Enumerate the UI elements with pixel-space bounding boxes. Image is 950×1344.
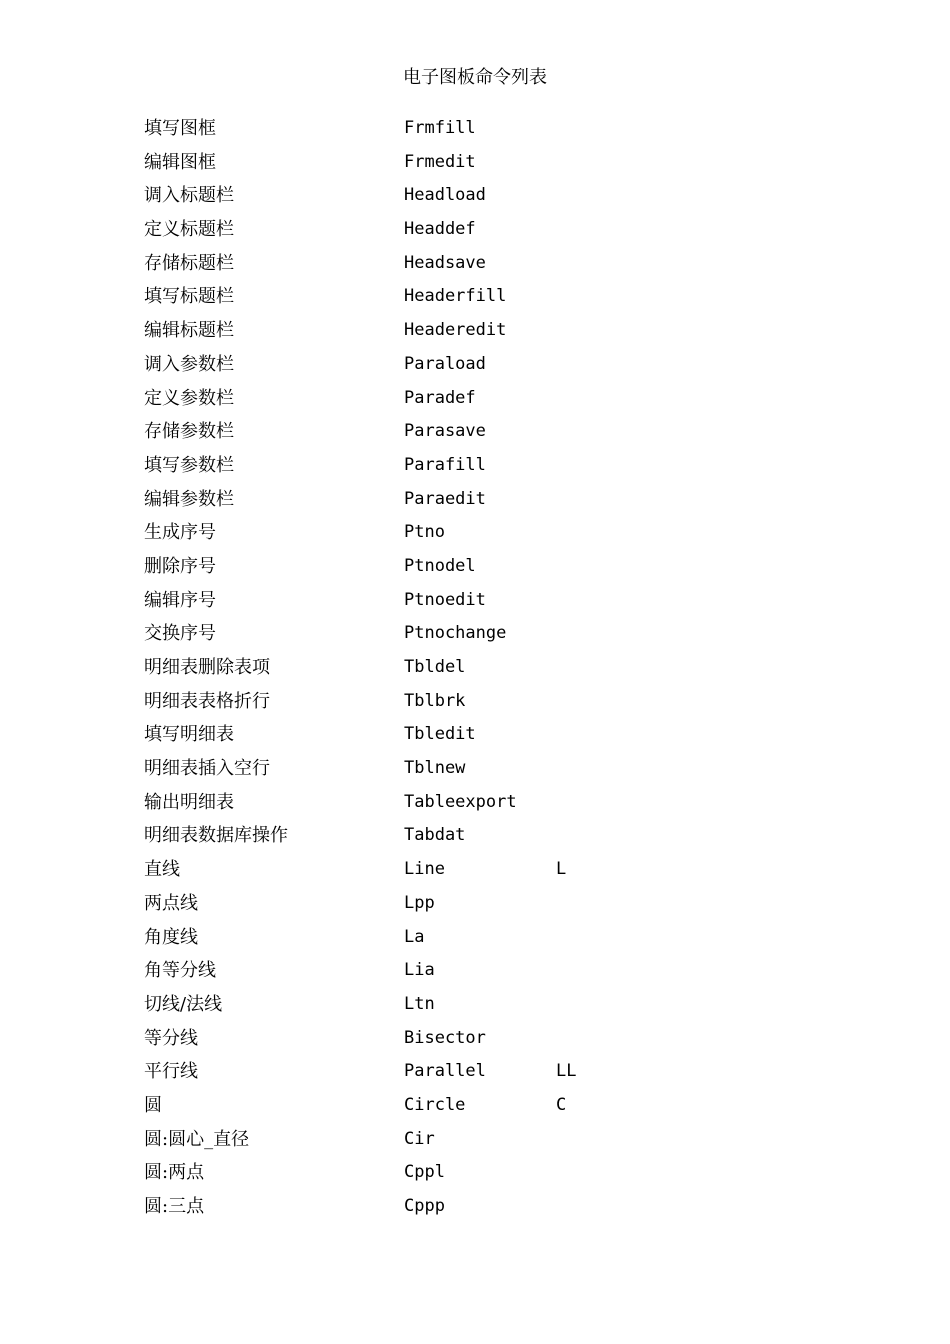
command-name: 直线: [144, 859, 180, 881]
command-code: Circle: [404, 1094, 466, 1115]
command-name: 填写标题栏: [144, 286, 234, 308]
command-code: Tblnew: [404, 758, 466, 779]
command-code: Headload: [404, 185, 486, 206]
command-code: Tbledit: [404, 724, 476, 745]
command-code: Cir: [404, 1128, 435, 1149]
command-name: 明细表数据库操作: [144, 825, 288, 847]
table-row: [144, 1055, 804, 1089]
command-name: 角度线: [144, 926, 198, 948]
table-row: [144, 179, 804, 213]
command-code: Bisector: [404, 1027, 486, 1048]
command-name: 编辑图框: [144, 151, 216, 173]
command-name: 填写参数栏: [144, 454, 234, 476]
command-name: 平行线: [144, 1061, 198, 1083]
command-code: Paraload: [404, 353, 486, 374]
table-row: [144, 853, 804, 887]
table-row: [144, 685, 804, 719]
command-code: Tbldel: [404, 657, 466, 677]
table-row: [144, 921, 804, 955]
table-row: [144, 314, 804, 348]
command-code: Cppp: [404, 1196, 445, 1216]
command-code: Ptnodel: [404, 555, 476, 576]
command-code: Lia: [404, 960, 435, 981]
table-row: [144, 449, 804, 483]
command-code: Ptnoedit: [404, 589, 486, 610]
command-name: 填写图框: [144, 118, 216, 139]
command-name: 明细表插入空行: [144, 758, 270, 780]
command-alias: C: [556, 1094, 567, 1115]
command-name: 定义标题栏: [144, 219, 234, 241]
command-code: Tblbrk: [404, 690, 466, 711]
command-code: Ltn: [404, 993, 435, 1014]
command-code: Parasave: [404, 421, 486, 442]
command-code: Tabdat: [404, 825, 466, 846]
command-name: 明细表删除表项: [144, 657, 270, 678]
command-name: 生成序号: [144, 522, 216, 544]
command-name: 存储参数栏: [144, 421, 234, 443]
command-code: Headerfill: [404, 286, 507, 307]
table-row: [144, 786, 804, 820]
table-row: [144, 1190, 804, 1224]
table-row: [144, 752, 804, 786]
table-row: [144, 954, 804, 988]
command-name: 编辑参数栏: [144, 488, 234, 510]
command-code: La: [404, 926, 425, 947]
command-name: 明细表表格折行: [144, 690, 270, 712]
table-row: [144, 280, 804, 314]
command-name: 删除序号: [144, 555, 216, 577]
command-name: 切线/法线: [144, 993, 223, 1015]
table-row: [144, 483, 804, 517]
page-title: 电子图板命令列表: [403, 67, 547, 88]
command-code: Frmfill: [404, 118, 476, 138]
command-name: 等分线: [144, 1027, 198, 1049]
table-row: [144, 247, 804, 281]
command-code: Ptno: [404, 522, 445, 543]
command-name: 交换序号: [144, 623, 216, 645]
command-name: 圆:三点: [144, 1196, 205, 1217]
command-code: Ptnochange: [404, 623, 507, 644]
command-name: 填写明细表: [144, 724, 234, 746]
table-row: [144, 819, 804, 853]
table-row: [144, 415, 804, 449]
table-row: [144, 550, 804, 584]
command-name: 存储标题栏: [144, 252, 234, 274]
command-alias: LL: [556, 1061, 577, 1082]
table-row: [144, 213, 804, 247]
table-row: [144, 988, 804, 1022]
table-row: [144, 887, 804, 921]
table-row: [144, 146, 804, 180]
command-name: 圆: [144, 1094, 162, 1116]
table-row: [144, 348, 804, 382]
command-code: Cppl: [404, 1162, 445, 1183]
command-code: Parallel: [404, 1061, 486, 1082]
command-code: Lpp: [404, 892, 435, 913]
command-alias: L: [556, 859, 567, 880]
table-row: [144, 1089, 804, 1123]
table-row: [144, 516, 804, 550]
table-row: [144, 112, 804, 146]
command-name: 圆:圆心_直径: [144, 1128, 250, 1150]
table-row: [144, 584, 804, 618]
table-row: [144, 1156, 804, 1190]
command-name: 调入参数栏: [144, 353, 234, 375]
command-code: Paraedit: [404, 488, 486, 509]
command-code: Headsave: [404, 252, 486, 273]
table-row: [144, 718, 804, 752]
command-name: 圆:两点: [144, 1162, 205, 1184]
table-row: [144, 382, 804, 416]
table-row: [144, 651, 804, 685]
table-row: [144, 617, 804, 651]
command-code: Line: [404, 859, 445, 880]
command-name: 角等分线: [144, 960, 216, 982]
command-code: Parafill: [404, 454, 486, 475]
command-name: 编辑标题栏: [144, 320, 234, 342]
command-code: Headdef: [404, 219, 476, 240]
command-code: Tableexport: [404, 791, 517, 812]
command-name: 调入标题栏: [144, 185, 234, 207]
command-code: Headeredit: [404, 320, 507, 341]
command-code: Paradef: [404, 387, 476, 408]
command-name: 定义参数栏: [144, 387, 234, 409]
command-code: Frmedit: [404, 151, 476, 172]
command-name: 编辑序号: [144, 589, 216, 611]
table-row: [144, 1123, 804, 1157]
table-row: [144, 1022, 804, 1056]
command-name: 两点线: [144, 892, 198, 914]
command-table: [144, 112, 804, 1224]
command-name: 输出明细表: [144, 791, 234, 813]
